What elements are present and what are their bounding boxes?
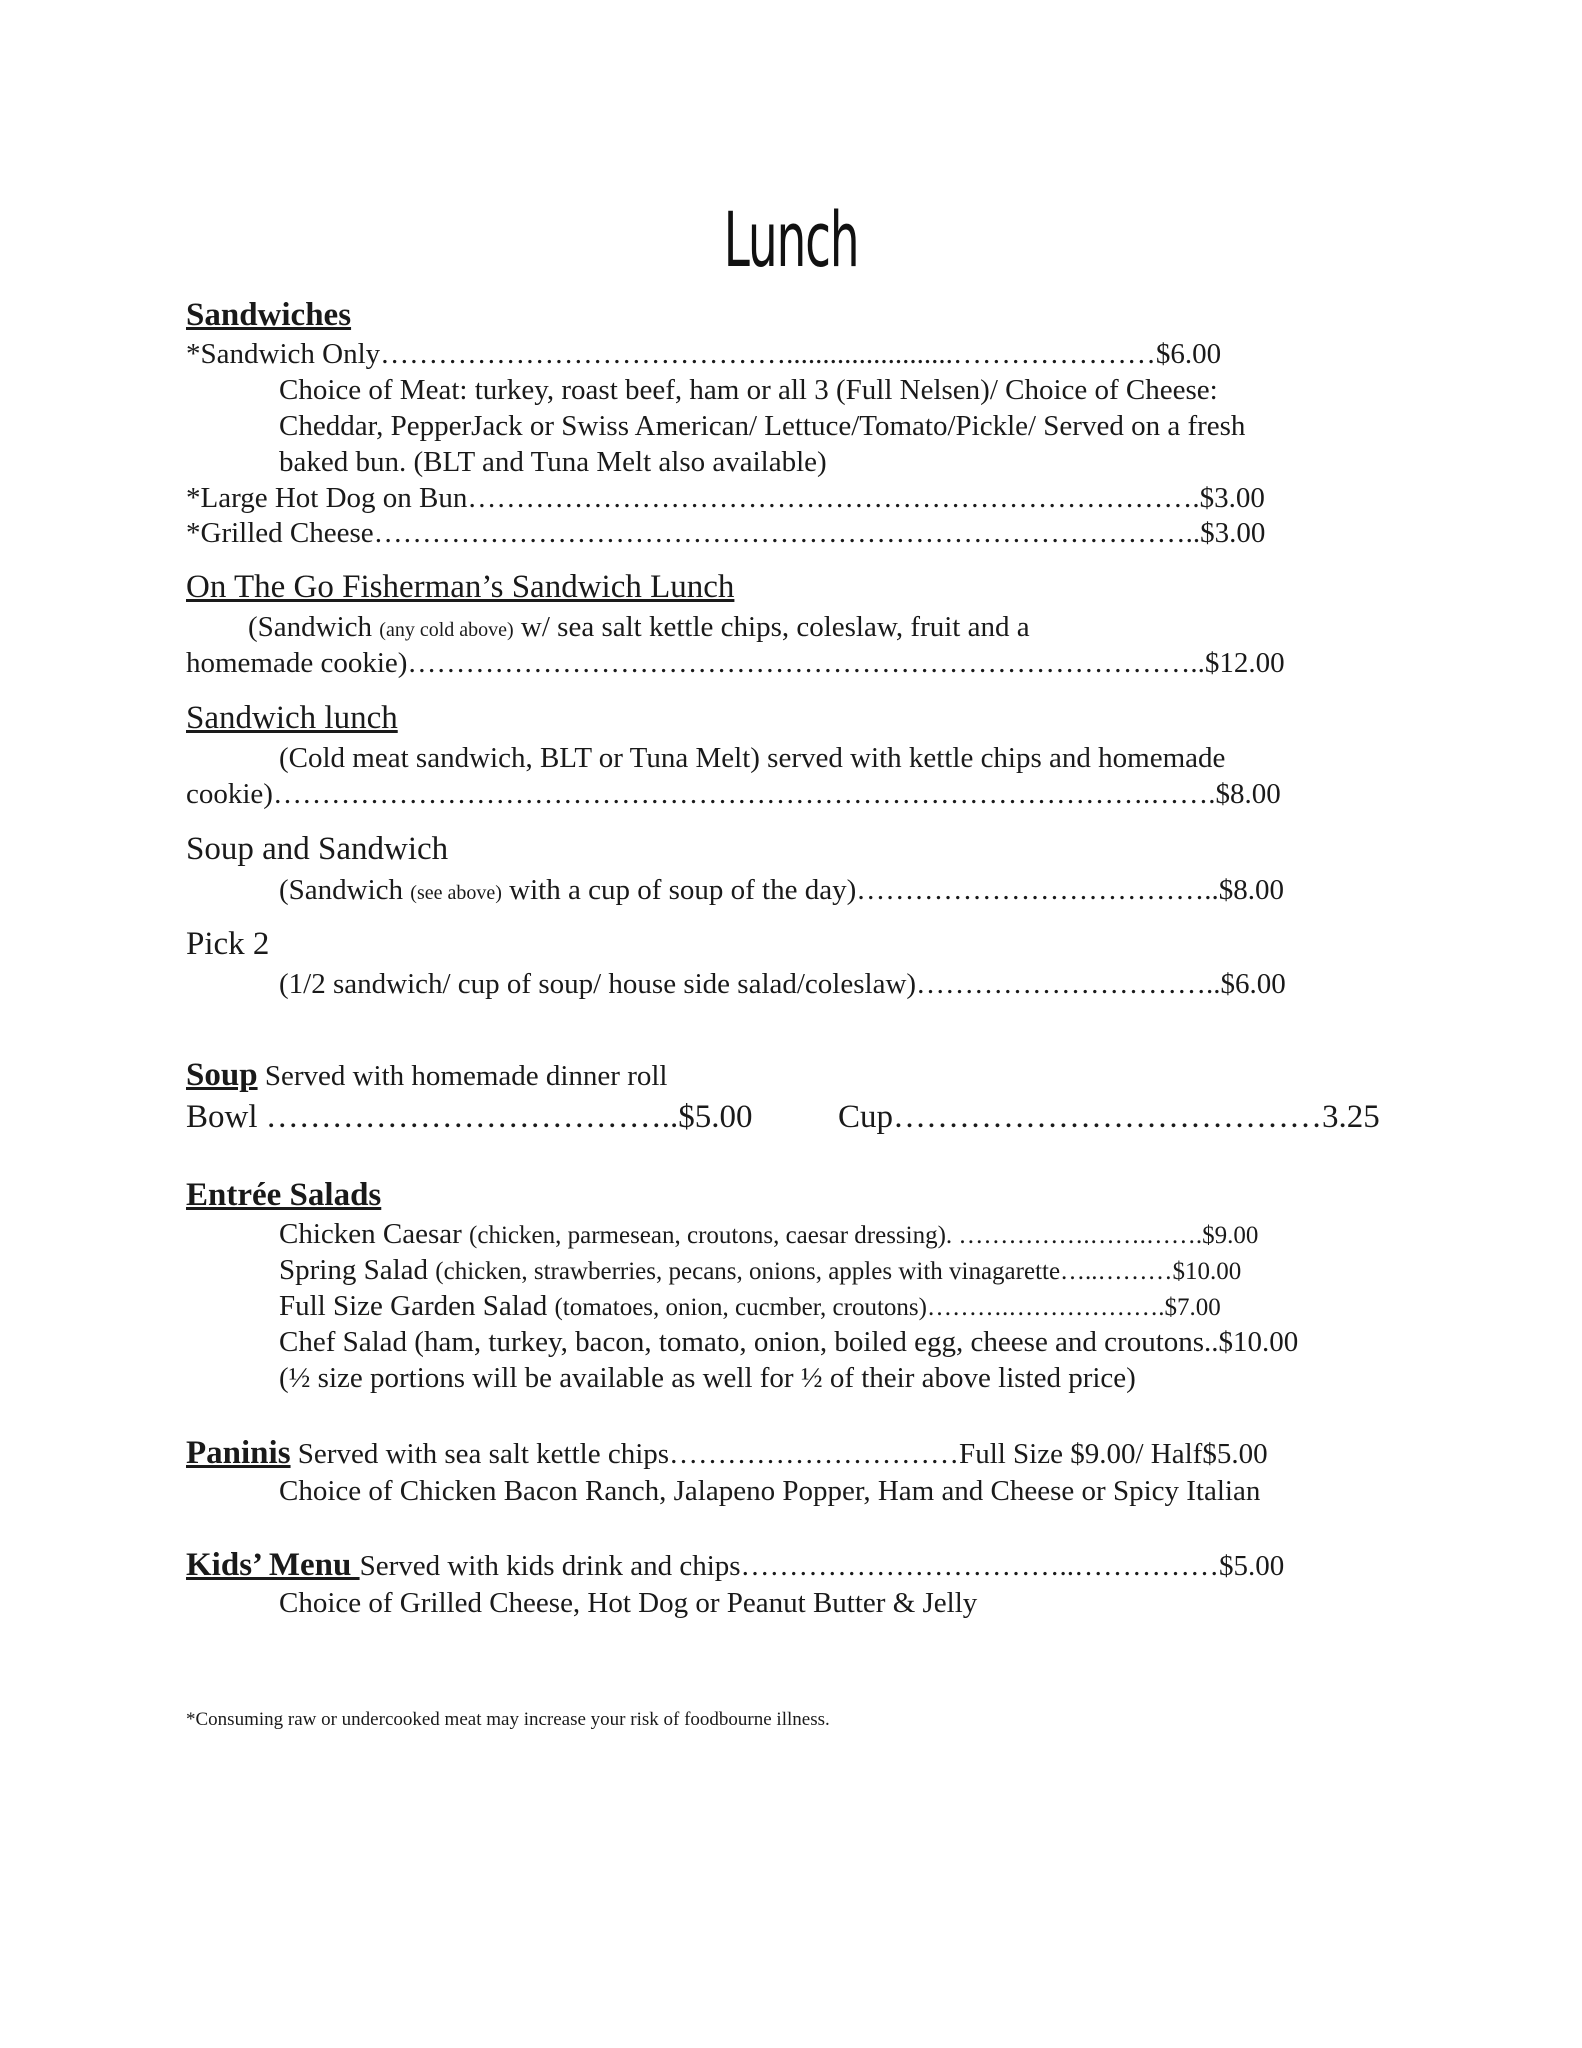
soup-and-sandwich-desc: (Sandwich (see above) with a cup of soup of the day)………………………………..$8.00 bbox=[279, 874, 1285, 906]
footnote: *Consuming raw or undercooked meat may increase your risk of foodbourne illness. bbox=[186, 1709, 830, 1730]
garden-salad-item: Full Size Garden Salad (tomatoes, onion, cucmber, croutons)……….……………….$7.00 bbox=[279, 1290, 1221, 1322]
pick-2-heading: Pick 2 bbox=[186, 926, 270, 962]
entree-salads-heading: Entrée Salads bbox=[186, 1177, 382, 1213]
kids-menu-row: Kids’ Menu Served with kids drink and chips……………………………..……………$5.00 bbox=[186, 1547, 1285, 1583]
sandwiches-heading: Sandwiches bbox=[186, 297, 352, 333]
chicken-caesar-item: Chicken Caesar (chicken, parmesean, croutons, caesar dressing). …………….…….…….$9.00 bbox=[279, 1218, 1259, 1250]
on-the-go-heading: On The Go Fisherman’s Sandwich Lunch bbox=[186, 569, 735, 605]
paninis-heading: Paninis bbox=[186, 1435, 291, 1471]
page-title: Lunch bbox=[723, 195, 859, 284]
half-portion-note: (½ size portions will be available as well for ½ of their above listed price) bbox=[279, 1362, 1136, 1394]
soup-bowl: Bowl ………………………………..$5.00 bbox=[186, 1099, 753, 1135]
chef-salad-item: Chef Salad (ham, turkey, bacon, tomato, onion, boiled egg, cheese and croutons..$10.00 bbox=[279, 1326, 1299, 1358]
spring-salad-item: Spring Salad (chicken, strawberries, pecans, onions, apples with vinagarette…..………$10.00 bbox=[279, 1254, 1242, 1286]
pick-2-desc: (1/2 sandwich/ cup of soup/ house side salad/coleslaw)…………………………..$6.00 bbox=[279, 968, 1286, 1000]
kids-menu-desc: Choice of Grilled Cheese, Hot Dog or Peanut Butter & Jelly bbox=[279, 1587, 978, 1619]
on-the-go-desc-1: (Sandwich (any cold above) w/ sea salt kettle chips, coleslaw, fruit and a bbox=[248, 611, 1030, 643]
sandwich-only-desc-2: Cheddar, PepperJack or Swiss American/ Lettuce/Tomato/Pickle/ Served on a fresh bbox=[279, 410, 1246, 442]
sandwich-lunch-desc-1: (Cold meat sandwich, BLT or Tuna Melt) served with kettle chips and homemade bbox=[279, 742, 1226, 774]
sandwich-lunch-heading: Sandwich lunch bbox=[186, 700, 398, 736]
soup-and-sandwich-heading: Soup and Sandwich bbox=[186, 831, 449, 867]
kids-menu-heading: Kids’ Menu bbox=[186, 1547, 360, 1583]
sandwich-only-desc-1: Choice of Meat: turkey, roast beef, ham or all 3 (Full Nelsen)/ Choice of Cheese: bbox=[279, 374, 1218, 406]
grilled-cheese-item: *Grilled Cheese…………………………………………………………………………..$3.00 bbox=[186, 517, 1266, 549]
paninis-desc: Choice of Chicken Bacon Ranch, Jalapeno Popper, Ham and Cheese or Spicy Italian bbox=[279, 1475, 1261, 1507]
paninis-row: Paninis Served with sea salt kettle chips…………………………Full Size $9.00/ Half$5.00 bbox=[186, 1435, 1268, 1471]
soup-heading: Soup bbox=[186, 1057, 258, 1093]
on-the-go-desc-2: homemade cookie)………………………………………………………………………..$12.00 bbox=[186, 647, 1285, 679]
soup-cup: Cup…………………………………3.25 bbox=[838, 1099, 1380, 1135]
sandwich-only-desc-3: baked bun. (BLT and Tuna Melt also available) bbox=[279, 446, 827, 478]
soup-heading-row: Soup Served with homemade dinner roll bbox=[186, 1057, 668, 1093]
hot-dog-item: *Large Hot Dog on Bun………………………………………………………………….$3.00 bbox=[186, 482, 1265, 514]
sandwich-only-item: *Sandwich Only…………………………………….......................…………………$6.00 bbox=[186, 338, 1222, 370]
sandwich-lunch-desc-2: cookie)……………………………………………………………………………….…….$8.00 bbox=[186, 778, 1281, 810]
